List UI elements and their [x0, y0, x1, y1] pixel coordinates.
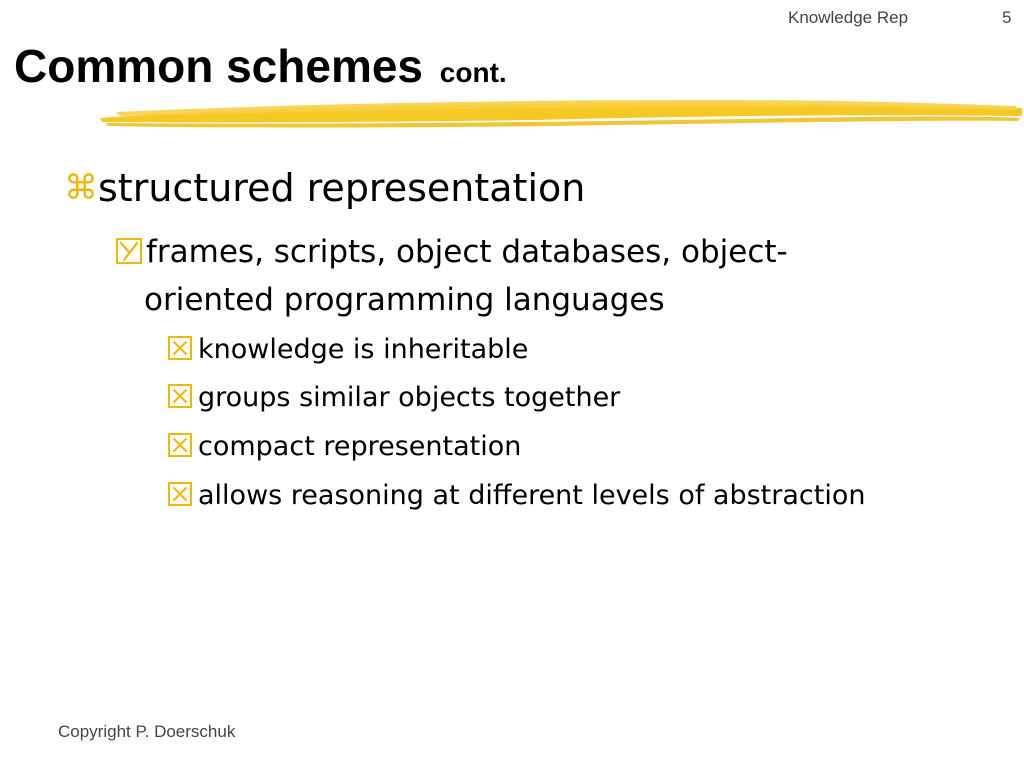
course-header: Knowledge Rep [788, 8, 909, 27]
bullet-level3-text: allows reasoning at different levels of abstraction [198, 480, 866, 511]
checkbox-x-icon [168, 433, 192, 457]
checkbox-x-icon [168, 384, 192, 408]
checkbox-x-icon [168, 336, 192, 360]
page-number: 5 [1002, 8, 1012, 27]
bullet-level2-text-line1: frames, scripts, object databases, object- [146, 234, 788, 270]
bullet-level3-item [168, 429, 521, 465]
bullet-level3-text: groups similar objects together [198, 382, 621, 413]
bullet-level2-text-line2: oriented programming languages [144, 282, 665, 318]
bullet-level3-item [168, 380, 620, 416]
command-icon: ⌘ [64, 168, 98, 208]
checkbox-x-icon [168, 482, 192, 506]
copyright-footer: Copyright P. Doerschuk [58, 722, 236, 741]
title-suffix: cont. [439, 57, 507, 88]
checkbox-y-icon [116, 238, 142, 264]
bullet-level3-text: compact representation [198, 431, 522, 462]
title-main: Common schemes [14, 40, 424, 92]
bullet-level3-item [168, 332, 528, 368]
bullet-level1-text: structured representation [98, 166, 586, 210]
bullet-level3-text: knowledge is inheritable [198, 334, 529, 365]
highlighter-swoosh-decoration [96, 92, 1024, 132]
bullet-level2 [116, 228, 976, 324]
bullet-level3-item [168, 478, 865, 514]
bullet-level1 [64, 164, 585, 212]
